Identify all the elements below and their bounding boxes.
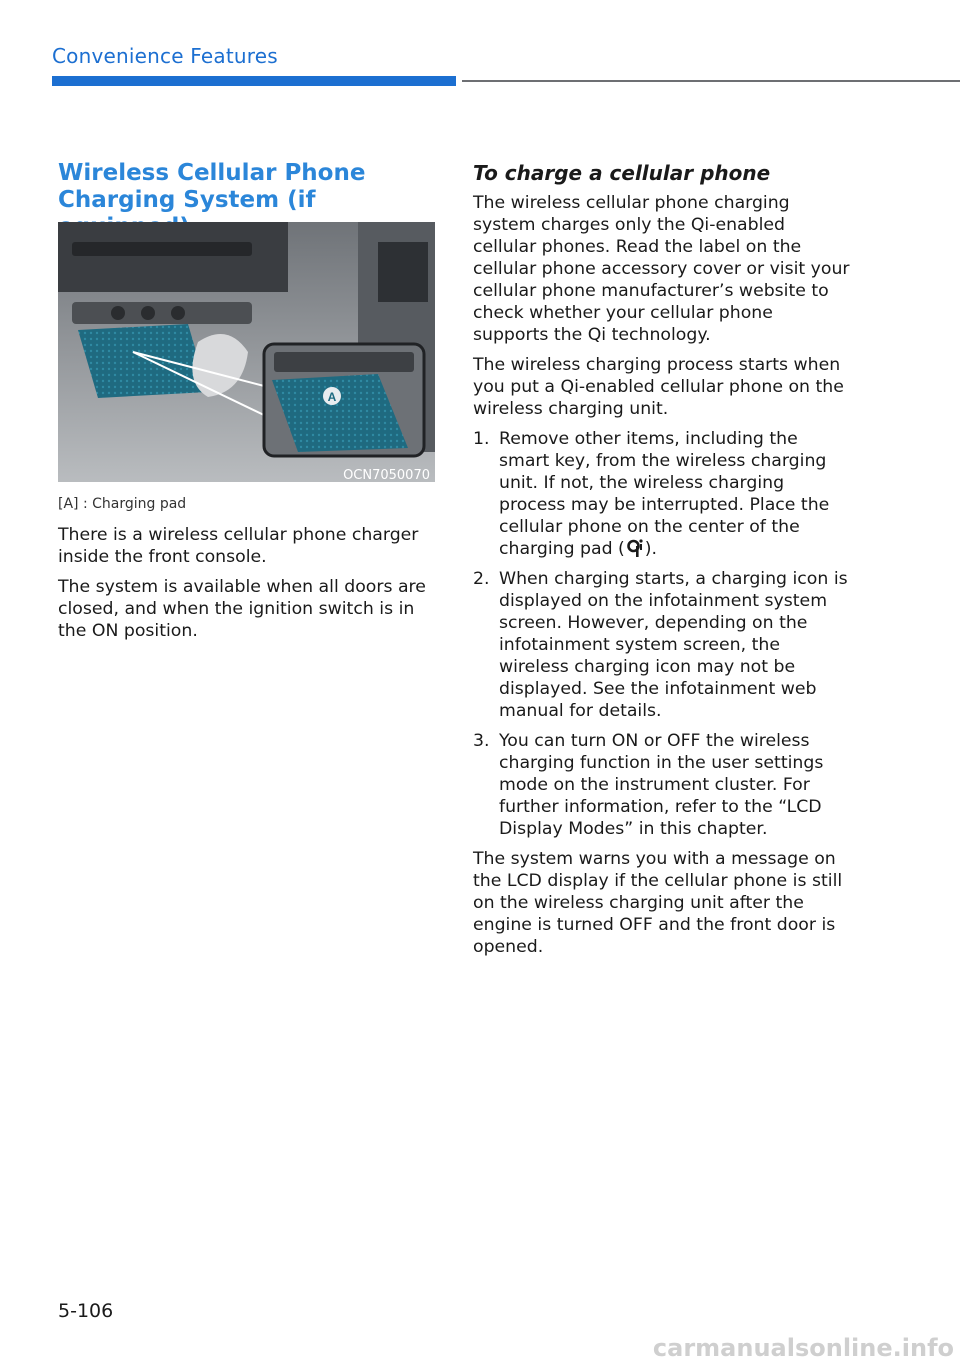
inset-magnifier (264, 344, 424, 456)
console-knob (141, 306, 155, 320)
dashboard-panel (58, 222, 288, 292)
door-speaker (378, 242, 428, 302)
body-paragraph: The system is available when all doors are closed, and when the ignition switch is in the ON position. (58, 577, 426, 641)
list-item (473, 428, 853, 560)
section-title: Convenience Features (52, 44, 278, 68)
charging-pad-main (78, 324, 208, 398)
page-number: 5-106 (58, 1300, 114, 1322)
header-rule-blue (52, 76, 456, 86)
left-body (58, 524, 442, 650)
list-item (473, 568, 853, 722)
qi-charging-icon (627, 538, 643, 558)
list-text: When charging starts, a charging icon is displayed on the infotainment system screen. However, depending on the infotainment system screen, the wireless charging icon may not be displayed. See the infotainment web manual for details. (499, 569, 848, 721)
list-number: 3. (473, 731, 490, 751)
section-heading: Wireless Cellular Phone Charging System (if (58, 160, 366, 213)
figure-code: OCN7050070 (343, 468, 430, 483)
button-row (72, 302, 252, 324)
console-knob (171, 306, 185, 320)
body-paragraph: The wireless cellular phone charging system charges only the Qi-enabled cellular phones. Read the label on the cellular phone accessory cover or visit your cellular phone manufacturer’s website to check whether your cellular phone supports the Qi technology. (473, 193, 850, 345)
right-column (473, 160, 853, 966)
watermark[interactable]: carmanualsonline.info (640, 1334, 960, 1362)
vent-slot (72, 242, 252, 256)
header-rule-grey (462, 80, 960, 82)
callout-label-a: A (327, 390, 337, 404)
body-paragraph: There is a wireless cellular phone charger inside the front console. (58, 525, 419, 567)
list-number: 2. (473, 569, 490, 589)
list-item (473, 730, 853, 840)
body-paragraph: The wireless charging process starts when you put a Qi-enabled cellular phone on the wireless charging unit. (473, 355, 844, 419)
figure-caption: [A] : Charging pad (58, 496, 187, 512)
body-paragraph: The system warns you with a message on the LCD display if the cellular phone is still on the wireless charging unit after the engine is turned OFF and the front door is opened. (473, 849, 843, 957)
list-text: Remove other items, including the smart key, from the wireless charging unit. If not, the wireless charging process may be interrupted. Place the cellular phone on the center of the charging pad ( ). (499, 429, 830, 559)
subheading: To charge a cellular phone (473, 161, 771, 185)
list-number: 1. (473, 429, 490, 449)
console-knob (111, 306, 125, 320)
list-text: You can turn ON or OFF the wireless charging function in the user settings mode on the instrument cluster. For further information, refer to the “LCD Display Modes” in this chapter. (499, 731, 824, 839)
console-photo (58, 222, 435, 482)
